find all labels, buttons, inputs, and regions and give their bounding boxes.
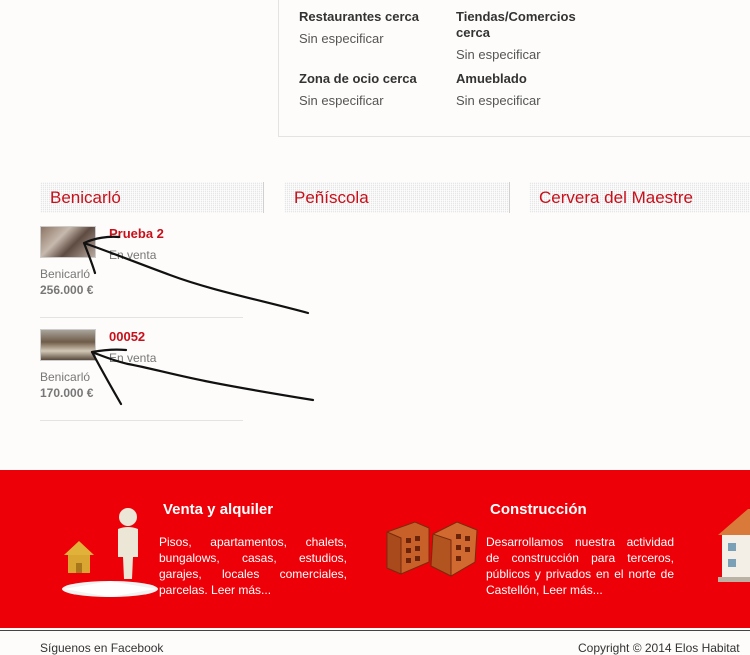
- feature-furnished: [456, 71, 586, 109]
- feature-label: Tiendas/Comercios cerca: [456, 9, 576, 40]
- zone-header-peniscola[interactable]: Peñíscola: [284, 182, 510, 213]
- listing-city: Benicarló: [40, 370, 91, 384]
- listing-price: 170.000 €: [40, 386, 94, 400]
- feature-restaurants: [299, 9, 429, 47]
- feature-shops: [456, 9, 586, 63]
- construction-text[interactable]: Desarrollamos nuestra actividad de construcción para terceros, públicos y privados en el norte de Castellón, Leer más...: [486, 535, 674, 597]
- listing-thumbnail[interactable]: [40, 329, 96, 361]
- feature-label: Restaurantes cerca: [299, 9, 419, 24]
- zone-header-benicarlo[interactable]: Benicarló: [40, 182, 264, 213]
- footer-divider: [0, 630, 750, 631]
- listing-thumbnail[interactable]: [40, 226, 96, 258]
- construction-title[interactable]: Construcción: [490, 501, 587, 518]
- listing-item[interactable]: [40, 329, 243, 421]
- listing-item[interactable]: [40, 226, 243, 318]
- bricks-icon: [385, 518, 480, 580]
- feature-value: Sin especificar: [456, 93, 541, 108]
- sale-rent-title[interactable]: Venta y alquiler: [163, 501, 274, 518]
- zone-header-cervera[interactable]: Cervera del Maestre: [529, 182, 750, 213]
- property-features-panel: [278, 0, 750, 137]
- listing-city: Benicarló: [40, 267, 91, 281]
- listing-status: En venta: [109, 351, 157, 365]
- feature-value: Sin especificar: [456, 47, 541, 62]
- listing-title-link[interactable]: Prueba 2: [109, 226, 164, 241]
- feature-leisure: [299, 71, 429, 109]
- listing-status: En venta: [109, 248, 157, 262]
- copyright-text: Copyright © 2014 Elos Habitat: [578, 641, 740, 655]
- listing-price: 256.000 €: [40, 283, 94, 297]
- feature-label: Zona de ocio cerca: [299, 71, 417, 86]
- listing-title-link[interactable]: 00052: [109, 329, 146, 344]
- services-banner: [0, 470, 750, 628]
- feature-value: Sin especificar: [299, 31, 384, 46]
- feature-value: Sin especificar: [299, 93, 384, 108]
- house-model-icon: [718, 505, 750, 585]
- person-house-icon: [60, 505, 160, 600]
- feature-label: Amueblado: [456, 71, 527, 86]
- sale-rent-text[interactable]: Pisos, apartamentos, chalets, bungalows, casas, estudios, garajes, locales comerciales, parcelas. Leer más...: [159, 535, 347, 597]
- facebook-link[interactable]: Síguenos en Facebook: [40, 641, 164, 655]
